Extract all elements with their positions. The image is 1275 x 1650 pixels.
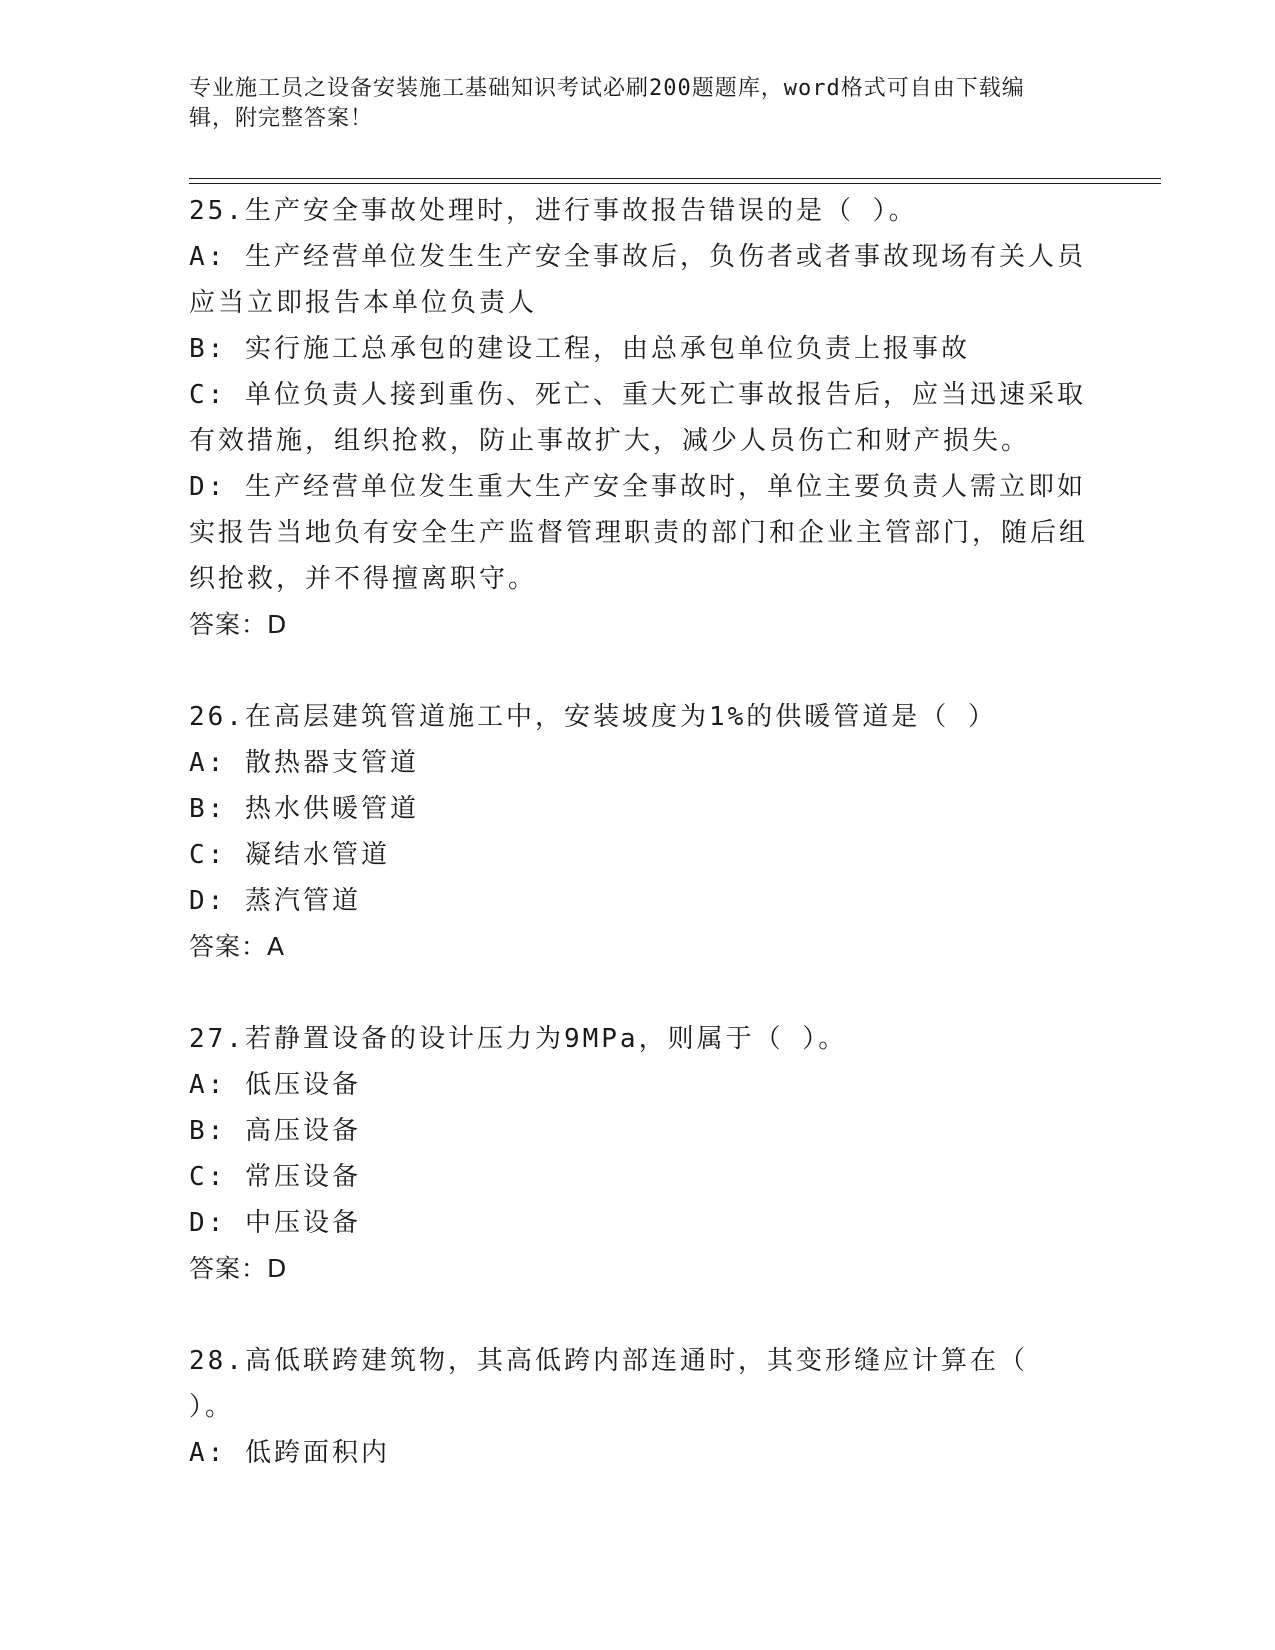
document-header: 专业施工员之设备安装施工基础知识考试必刷200题题库，word格式可自由下载编辑，附完整答案！ (189, 76, 1025, 131)
option-c: C: 凝结水管道 (189, 840, 390, 870)
header-divider-top (189, 178, 1161, 179)
question-stem: 27.若静置设备的设计压力为9MPa，则属于（ ）。 (189, 1024, 848, 1054)
option-a: A: 生产经营单位发生生产安全事故后，负伤者或者事故现场有关人员应当立即报告本单位负责人 (189, 242, 1086, 318)
option-b: B: 热水供暖管道 (189, 794, 419, 824)
option-d: D: 中压设备 (189, 1208, 361, 1238)
option-c: C: 单位负责人接到重伤、死亡、重大死亡事故报告后，应当迅速采取有效措施，组织抢救，防止事故扩大，减少人员伤亡和财产损失。 (189, 380, 1086, 456)
option-b: B: 实行施工总承包的建设工程，由总承包单位负责上报事故 (189, 334, 970, 364)
question-list (189, 188, 1089, 1476)
option-b: B: 高压设备 (189, 1116, 361, 1146)
question-stem: 25.生产安全事故处理时，进行事故报告错误的是（ ）。 (189, 196, 918, 226)
answer-line: 答案：D (189, 1254, 288, 1283)
question-25 (189, 188, 1089, 648)
option-a: A: 低压设备 (189, 1070, 361, 1100)
question-stem: 28.高低联跨建筑物，其高低跨内部连通时，其变形缝应计算在（ ）。 (189, 1346, 1028, 1422)
question-27 (189, 1016, 1089, 1292)
question-26 (189, 694, 1089, 970)
question-stem: 26.在高层建筑管道施工中，安装坡度为1%的供暖管道是（ ） (189, 702, 997, 732)
option-d: D: 蒸汽管道 (189, 886, 361, 916)
option-d: D: 生产经营单位发生重大生产安全事故时，单位主要负责人需立即如实报告当地负有安全生产监督管理职责的部门和企业主管部门，随后组织抢救，并不得擅离职守。 (189, 472, 1089, 594)
option-c: C: 常压设备 (189, 1162, 361, 1192)
option-a: A: 散热器支管道 (189, 748, 419, 778)
option-a: A: 低跨面积内 (189, 1438, 390, 1468)
answer-line: 答案：A (189, 932, 286, 961)
header-divider-bottom (189, 183, 1161, 184)
question-28 (189, 1338, 1089, 1476)
answer-line: 答案：D (189, 610, 288, 639)
